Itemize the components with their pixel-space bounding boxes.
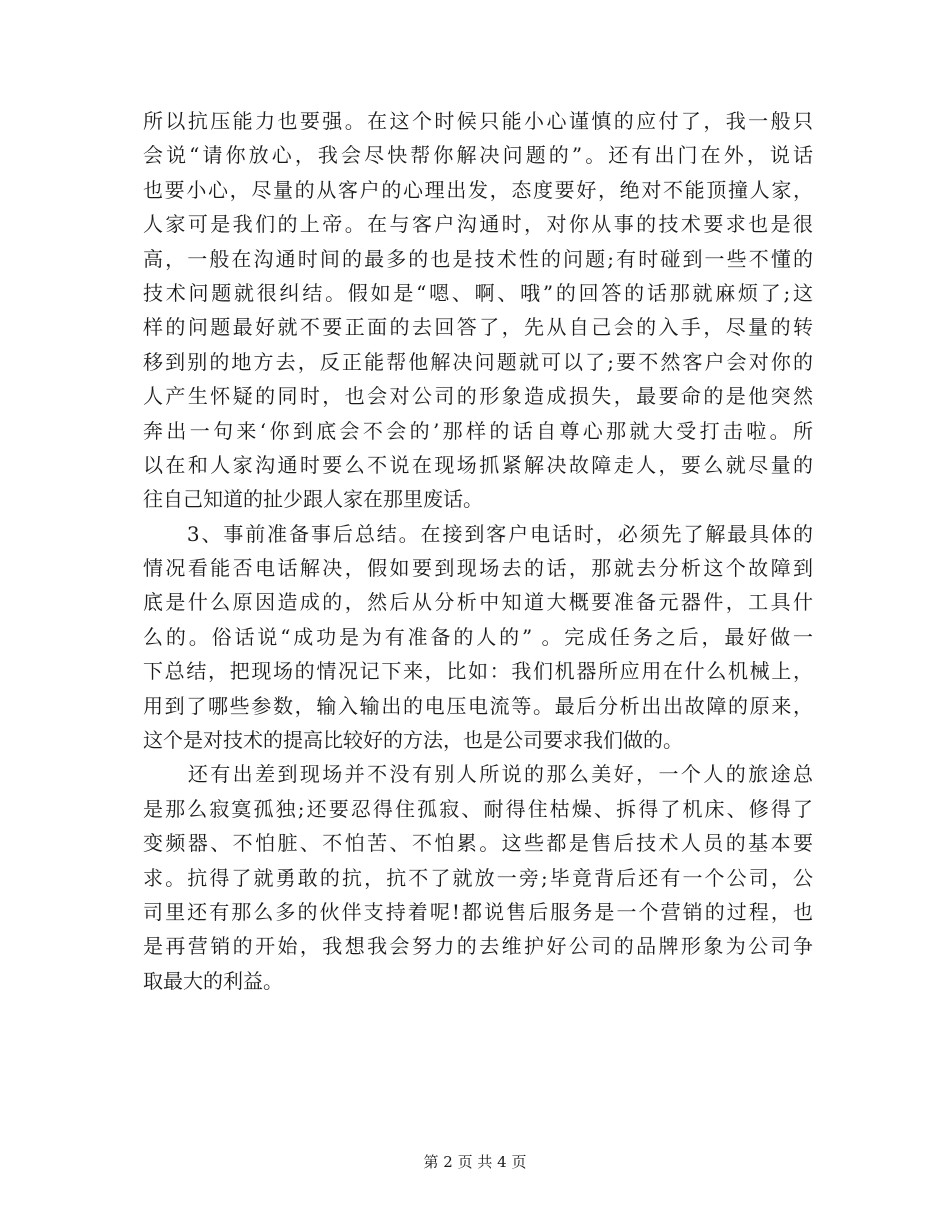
text-line: 技术问题就很纠结。假如是“嗯、啊、哦”的回答的话那就麻烦了;这 (143, 280, 813, 305)
text-line: 变频器、不怕脏、不怕苦、不怕累。这些都是售后技术人员的基本要 (143, 831, 813, 856)
text-line: 这个是对技术的提高比较好的方法，也是公司要求我们做的。 (143, 728, 683, 753)
text-line: 以在和人家沟通时要么不说在现场抓紧解决故障走人，要么就尽量的 (143, 452, 813, 477)
text-line: 是再营销的开始，我想我会努力的去维护好公司的品牌形象为公司争 (143, 934, 813, 959)
text-line: 下总结，把现场的情况记下来，比如：我们机器所应用在什么机械上， (143, 659, 813, 684)
text-line: 用到了哪些参数，输入输出的电压电流等。最后分析出出故障的原来， (143, 693, 813, 718)
text-line: 求。抗得了就勇敢的抗，抗不了就放一旁;毕竟背后还有一个公司，公 (143, 865, 813, 890)
text-line: 会说“请你放心，我会尽快帮你解决问题的”。还有出门在外，说话 (143, 143, 813, 168)
text-line: 底是什么原因造成的，然后从分析中知道大概要准备元器件，工具什 (143, 590, 813, 615)
text-line: 还有出差到现场并不没有别人所说的那么美好，一个人的旅途总 (143, 762, 813, 787)
text-line: 人产生怀疑的同时，也会对公司的形象造成损失，最要命的是他突然 (143, 384, 813, 409)
document-body (143, 104, 813, 998)
text-line: 往自己知道的扯少跟人家在那里废话。 (143, 487, 483, 512)
text-line: 所以抗压能力也要强。在这个时候只能小心谨慎的应付了，我一般只 (143, 109, 813, 133)
text-line: 司里还有那么多的伙伴支持着呢!都说售后服务是一个营销的过程，也 (143, 899, 813, 924)
text-line: 也要小心，尽量的从客户的心理出发，态度要好，绝对不能顶撞人家， (143, 177, 813, 202)
page-footer (0, 1152, 950, 1172)
text-line: 人家可是我们的上帝。在与客户沟通时，对你从事的技术要求也是很 (143, 212, 813, 237)
text-line: 高，一般在沟通时间的最多的也是技术性的问题;有时碰到一些不懂的 (143, 246, 813, 271)
text-line: 情况看能否电话解决，假如要到现场去的话，那就去分析这个故障到 (143, 556, 813, 581)
text-line: 是那么寂寞孤独;还要忍得住孤寂、耐得住枯燥、拆得了机床、修得了 (143, 796, 813, 821)
text-line: 奔出一句来‘你到底会不会的’那样的话自尊心那就大受打击啦。所 (143, 418, 813, 443)
text-line: 么的。俗话说“成功是为有准备的人的” 。完成任务之后，最好做一 (143, 624, 813, 649)
text-line: 样的问题最好就不要正面的去回答了，先从自己会的入手，尽量的转 (143, 315, 813, 340)
page-number: 第 2 页 共 4 页 (423, 1153, 527, 1171)
text-line: 3、事前准备事后总结。在接到客户电话时，必须先了解最具体的 (143, 521, 813, 546)
text-line: 移到别的地方去，反正能帮他解决问题就可以了;要不然客户会对你的 (143, 349, 813, 374)
text-line: 取最大的利益。 (143, 968, 283, 993)
